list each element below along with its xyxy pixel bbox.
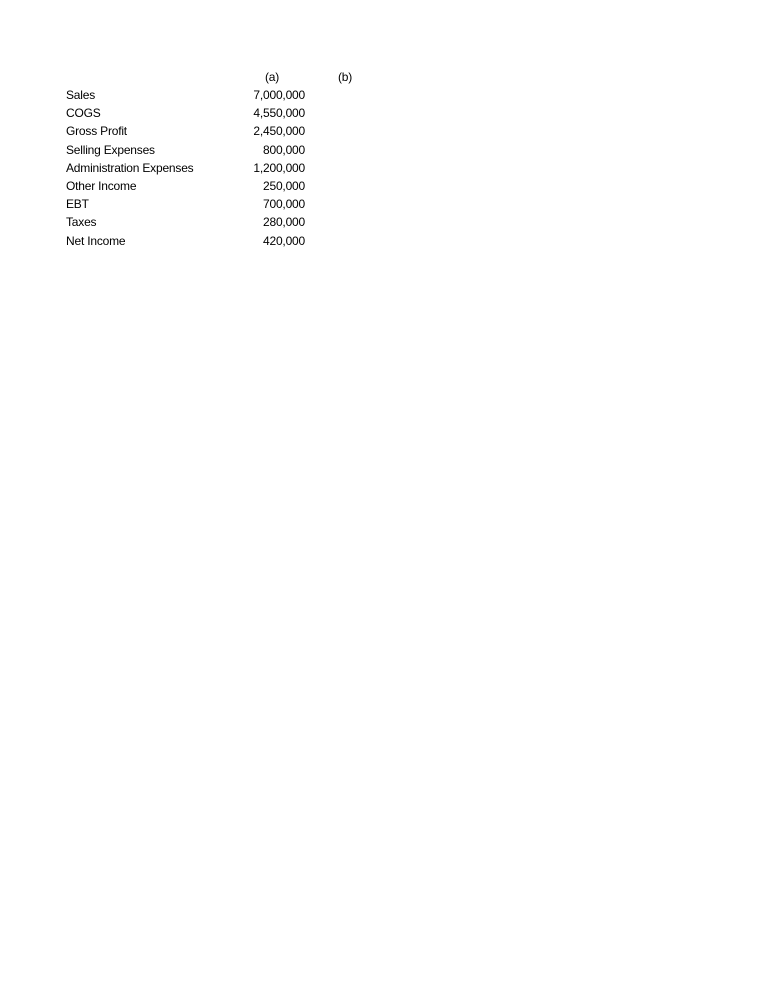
row-value-a: 250,000: [263, 178, 305, 193]
column-header-b: (b): [337, 70, 353, 84]
row-label: Selling Expenses: [66, 142, 155, 157]
row-value-a: 700,000: [263, 197, 305, 212]
row-label: COGS: [66, 106, 101, 121]
table-row-administration-expenses: [66, 159, 311, 177]
row-label: Sales: [66, 88, 96, 102]
row-value-a: 7,000,000: [253, 88, 305, 102]
row-label: Taxes: [66, 215, 97, 230]
row-label: EBT: [66, 197, 89, 212]
row-value-a: 4,550,000: [253, 106, 305, 121]
table-row-taxes: [66, 213, 311, 231]
row-value-a: 1,200,000: [253, 160, 305, 175]
row-label: Other Income: [66, 178, 137, 193]
row-value-a: 280,000: [263, 215, 305, 230]
table-row-other-income: [66, 177, 311, 195]
table-row-net-income: [66, 232, 311, 250]
row-label: Net Income: [66, 233, 126, 248]
table-row-ebt: [66, 195, 311, 213]
row-label: Administration Expenses: [66, 160, 194, 175]
table-row-sales: [66, 86, 311, 104]
row-value-a: 2,450,000: [253, 124, 305, 139]
table-row-selling-expenses: [66, 141, 311, 159]
table-row-cogs: [66, 104, 311, 122]
column-header-a: (a): [264, 70, 280, 84]
row-value-a: 800,000: [263, 142, 305, 157]
income-statement-table: [66, 86, 311, 250]
row-value-a: 420,000: [263, 233, 305, 248]
row-label: Gross Profit: [66, 124, 127, 139]
table-row-gross-profit: [66, 122, 311, 140]
